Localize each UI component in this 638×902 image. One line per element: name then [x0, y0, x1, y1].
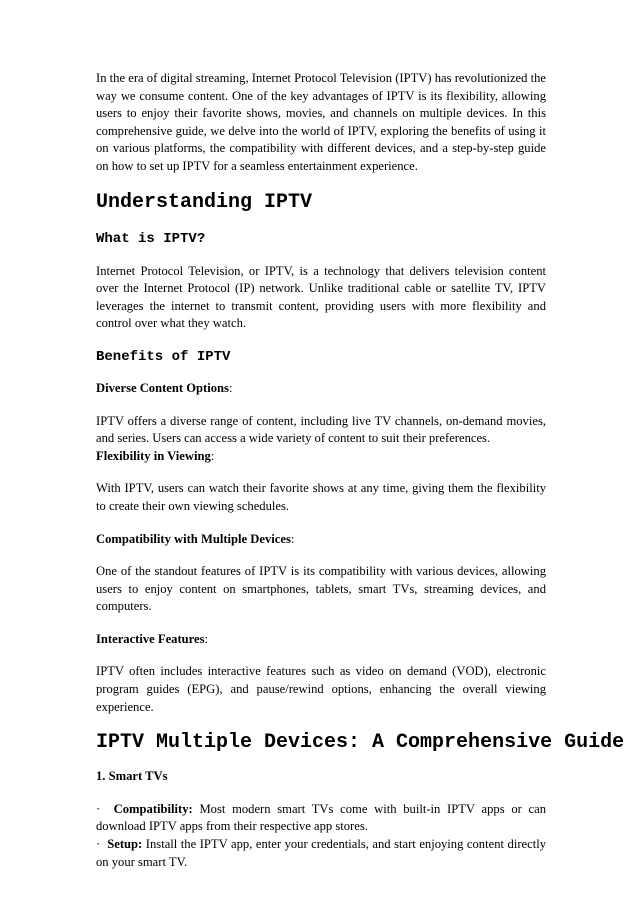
benefit-text: With IPTV, users can watch their favorite shows at any time, giving them the flexibility to create their own viewing schedules.	[96, 481, 546, 513]
benefit-label-suffix: :	[204, 631, 209, 646]
heading-benefits-of-iptv: Benefits of IPTV	[96, 348, 231, 365]
bullet-text: Most modern smart TVs come with built-in IPTV apps or can download IPTV apps from their respective app stores.	[96, 801, 547, 834]
benefit-label: Flexibility in Viewing	[96, 448, 211, 463]
bullet-marker: ·	[96, 837, 101, 852]
benefit-label-line	[96, 531, 546, 549]
bullet-text: Install the IPTV app, enter your credentials, and start enjoying content directly on your smart TV.	[96, 837, 546, 869]
benefit-text: One of the standout features of IPTV is its compatibility with various devices, allowing users to enjoy content on smartphones, tablets, smart TVs, streaming devices, and computers.	[96, 564, 546, 614]
benefit-label-line	[96, 380, 546, 398]
bullet-marker: ·	[96, 801, 101, 816]
bullet-compatibility	[96, 801, 546, 836]
benefit-label: Compatibility with Multiple Devices	[96, 531, 291, 546]
benefit-text: IPTV offers a diverse range of content, including live TV channels, on-demand movies, and series. Users can access a wide variety of content to suit their preferences.	[96, 413, 546, 446]
bullet-label: Compatibility:	[113, 801, 193, 816]
intro-paragraph: In the era of digital streaming, Internet Protocol Television (IPTV) has revolutionized the way we consume content. One of the key advantages of IPTV is its flexibility, allowing users to enjoy their favorite shows, movies, and channels on multiple devices. In this comprehensive guide, we delve into the world of IPTV, exploring the benefits of using it on various platforms, the compatibility with different devices, and a step-by-step guide on how to set up IPTV for a seamless entertainment experience.	[96, 71, 546, 173]
benefit-label: Interactive Features	[96, 631, 205, 646]
benefit-label-line	[96, 448, 546, 466]
bullet-label: Setup:	[107, 837, 143, 852]
benefit-label: Diverse Content Options	[96, 380, 229, 395]
benefit-label-suffix: :	[290, 531, 295, 546]
benefit-label-line	[96, 631, 546, 649]
benefit-text: IPTV often includes interactive features such as video on demand (VOD), electronic program guides (EPG), and pause/rewind options, enhancing the overall viewing experience.	[96, 664, 546, 714]
benefit-label-suffix: :	[228, 380, 233, 395]
bullet-setup	[96, 836, 546, 871]
benefit-label-suffix: :	[210, 448, 215, 463]
heading-iptv-multiple-devices: IPTV Multiple Devices: A Comprehensive Guide	[96, 731, 625, 755]
what-is-iptv-paragraph: Internet Protocol Television, or IPTV, is a technology that delivers television content over the Internet Protocol (IP) network. Unlike traditional cable or satellite TV, IPTV leverages the internet to transmit content, providing users with more flexibility and control over what they watch.	[96, 263, 546, 331]
heading-what-is-iptv: What is IPTV?	[96, 230, 206, 247]
document-page	[96, 70, 625, 871]
subheading-smart-tvs: 1. Smart TVs	[96, 769, 168, 784]
heading-understanding-iptv: Understanding IPTV	[96, 190, 313, 214]
